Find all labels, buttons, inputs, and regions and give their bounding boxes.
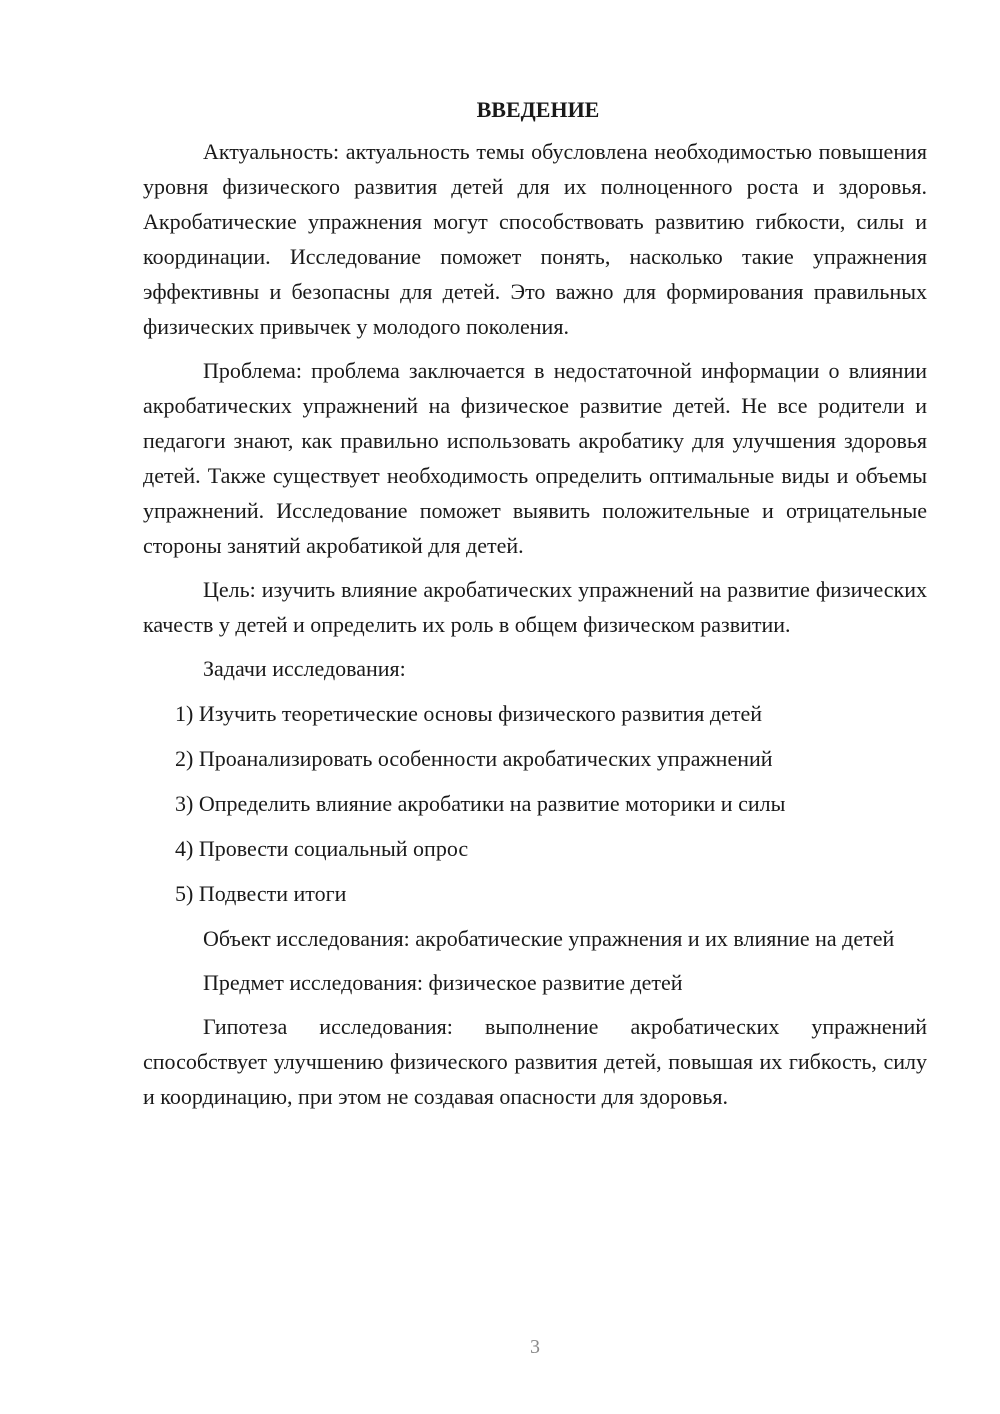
relevance-paragraph: Актуальность: актуальность темы обусловлена необходимостью повышения уровня физического развития детей для их полноценного роста и здоровья. Акробатические упражнения могут способствовать развитию гибкости, силы и координации. Исследование поможет понять, насколько такие упражнения эффективны и безопасны для детей. Это важно для формирования правильных физических привычек у молодого поколения.	[143, 139, 927, 339]
problem-paragraph: Проблема: проблема заключается в недостаточной информации о влиянии акробатических упражнений на физическое развитие детей. Не все родители и педагоги знают, как правильно использовать акробатику для улучшения здоровья детей. Также существует необходимость определить оптимальные виды и объемы упражнений. Исследование поможет выявить положительные и отрицательные стороны занятий акробатикой для детей.	[143, 358, 927, 558]
tasks-title: Задачи исследования:	[203, 656, 406, 681]
object-paragraph: Объект исследования: акробатические упражнения и их влияние на детей	[203, 926, 895, 951]
goal-paragraph: Цель: изучить влияние акробатических упражнений на развитие физических качеств у детей и определить их роль в общем физическом развитии.	[143, 577, 927, 637]
list-item: 3) Определить влияние акробатики на развитие моторики и силы	[175, 791, 786, 816]
document-page	[143, 92, 927, 1123]
list-item: 4) Провести социальный опрос	[175, 836, 469, 861]
page-number: 3	[530, 1336, 540, 1358]
hypothesis-paragraph: Гипотеза исследования: выполнение акробатических упражнений способствует улучшению физического развития детей, повышая их гибкость, силу и координацию, при этом не создавая опасности для здоровья.	[143, 1014, 927, 1109]
subject-paragraph: Предмет исследования: физическое развитие детей	[203, 970, 683, 995]
tasks-list	[143, 696, 927, 911]
list-item: 2) Проанализировать особенности акробатических упражнений	[175, 746, 773, 771]
page-title: ВВЕДЕНИЕ	[476, 97, 600, 122]
list-item: 1) Изучить теоретические основы физического развития детей	[175, 701, 762, 726]
list-item: 5) Подвести итоги	[175, 881, 347, 906]
